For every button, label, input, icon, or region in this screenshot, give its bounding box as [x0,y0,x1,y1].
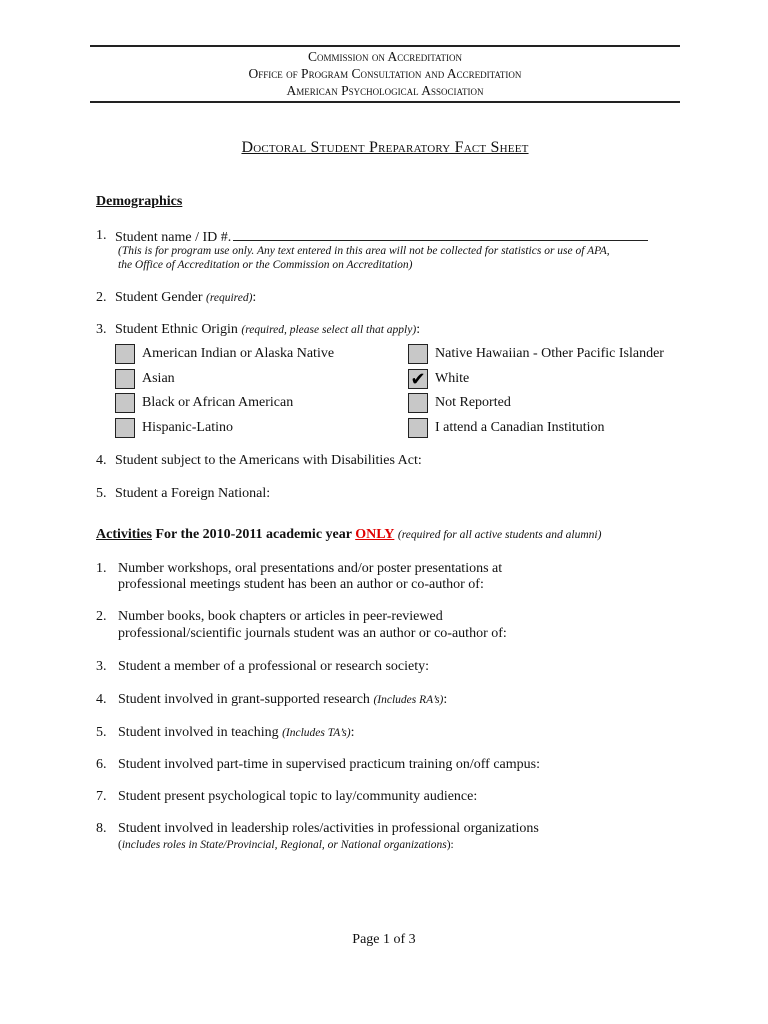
item-number: 5. [96,725,107,740]
activity-item-text: Number workshops, oral presentations and/or poster presentations at [118,561,503,576]
item-number: 5. [96,486,107,501]
page-number: Page 1 of 3 [352,932,416,947]
activity-item-text: Student involved in teaching [118,725,283,740]
activity-item-row [118,725,354,741]
checkbox-label: Asian [142,371,175,386]
student-name-note-2: the Office of Accreditation or the Commission on Accreditation) [118,259,413,271]
checkbox-american-indian[interactable] [115,344,135,364]
activity-note-row [118,839,454,851]
checkbox-not-reported[interactable] [408,393,428,413]
checkbox-label: White [435,371,470,386]
header-line-1: Commission on Accreditation [307,49,463,64]
header-bottom-rule [90,101,680,103]
header-line-2: Office of Program Consultation and Accreditation [248,66,522,81]
item-number: 8. [96,821,107,836]
demographics-heading: Demographics [96,194,183,209]
header-top-rule [90,45,680,47]
document-title: Doctoral Student Preparatory Fact Sheet [241,139,529,156]
activity-note: includes roles in State/Provincial, Regional, or National organizations [121,839,447,851]
checkbox-label: Hispanic-Latino [142,420,233,435]
activity-item-text: Student involved in leadership roles/activities in professional organizations [118,821,539,836]
ethnic-origin-row [115,322,420,338]
activity-qualifier: (Includes TA’s) [282,727,351,739]
header-line-3: American Psychological Association [286,83,484,98]
only-emphasis: ONLY [355,527,395,542]
item-number: 1. [96,228,107,243]
ethnic-origin-label: Student Ethnic Origin [115,322,238,337]
activities-year: For the 2010-2011 academic year [151,527,356,542]
item-number: 4. [96,453,107,468]
activity-item-text: Student involved in grant-supported research [118,692,374,707]
item-number: 3. [96,659,107,674]
checkbox-asian[interactable] [115,369,135,389]
checkmark-icon: ✔ [410,369,426,390]
student-name-label: Student name / ID #. [115,230,232,245]
student-name-field[interactable] [233,228,648,241]
required-qualifier: (required) [205,292,253,304]
paren-close: ): [446,839,454,851]
student-name-note-1: (This is for program use only. Any text entered in this area will not be collected for statistics or use of APA, [118,245,610,257]
checkbox-label: Native Hawaiian - Other Pacific Islander [435,346,664,361]
activity-item-text: Student a member of a professional or research society: [118,659,430,674]
activity-item-text: professional meetings student has been an author or co-author of: [118,577,484,592]
ada-label: Student subject to the Americans with Disabilities Act: [115,453,422,468]
item-number: 7. [96,789,107,804]
item-number: 4. [96,692,107,707]
student-gender-row [115,290,256,306]
checkbox-native-hawaiian[interactable] [408,344,428,364]
activities-heading-row [96,527,601,543]
colon: : [416,322,421,337]
checkbox-hispanic[interactable] [115,418,135,438]
checkbox-black[interactable] [115,393,135,413]
activities-qualifier: (required for all active students and alumni) [397,529,602,541]
checkbox-label: I attend a Canadian Institution [435,420,605,435]
document-header [90,48,680,99]
student-gender-label: Student Gender [115,290,203,305]
checkbox-label: American Indian or Alaska Native [142,346,335,361]
activity-item-text: Number books, book chapters or articles in peer-reviewed [118,609,443,624]
activity-qualifier: (Includes RA’s) [373,694,444,706]
item-number: 2. [96,290,107,305]
colon: : [443,692,448,707]
checkbox-label: Not Reported [435,395,511,410]
required-qualifier: (required, please select all that apply) [241,324,417,336]
item-number: 1. [96,561,107,576]
item-number: 6. [96,757,107,772]
activities-heading: Activities [96,527,152,542]
item-number: 3. [96,322,107,337]
activity-item-text: Student involved part-time in supervised practicum training on/off campus: [118,757,540,772]
checkbox-canadian-institution[interactable] [408,418,428,438]
activity-item-row [118,692,447,708]
colon: : [252,290,257,305]
activity-item-text: professional/scientific journals student was an author or co-author of: [118,626,507,641]
activity-item-text: Student present psychological topic to lay/community audience: [118,789,478,804]
checkbox-label: Black or African American [142,395,294,410]
item-number: 2. [96,609,107,624]
colon: : [350,725,355,740]
checkbox-white[interactable] [408,369,428,389]
student-name-row [115,228,648,246]
paren-open: ( [118,839,122,851]
foreign-national-label: Student a Foreign National: [115,486,271,501]
